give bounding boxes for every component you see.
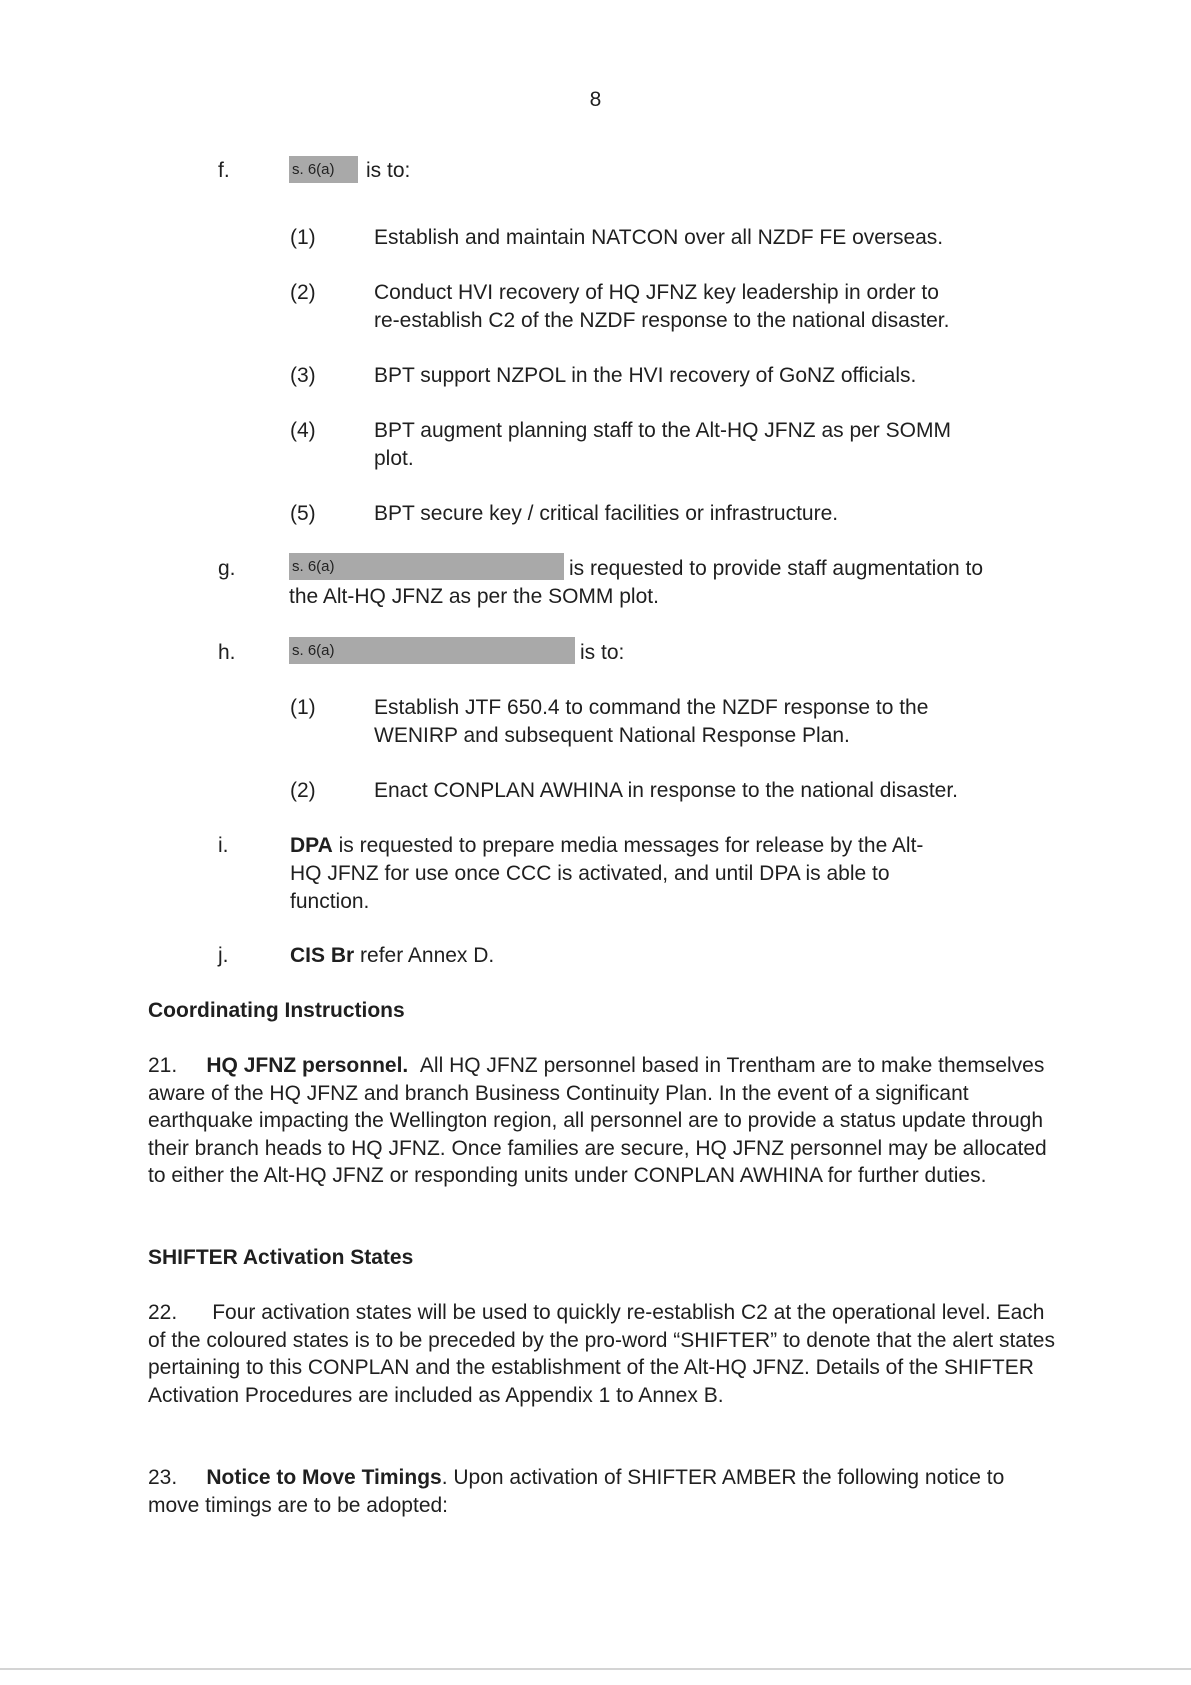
- item-h-sub1-num: (1): [290, 696, 316, 719]
- item-i-line2: HQ JFNZ for use once CCC is activated, and until DPA is able to: [290, 862, 890, 885]
- item-h-sub1-line2: WENIRP and subsequent National Response Plan.: [374, 724, 850, 747]
- item-j-bold: CIS Br: [290, 944, 355, 967]
- item-f-sub1-num: (1): [290, 226, 316, 249]
- item-g-label: g.: [218, 557, 236, 580]
- section-heading-coordinating: Coordinating Instructions: [148, 999, 405, 1022]
- paragraph-22-num: 22.: [148, 1301, 178, 1324]
- item-j-label: j.: [218, 944, 229, 967]
- item-i-line3: function.: [290, 890, 370, 913]
- redaction-box-h: s. 6(a): [289, 637, 575, 664]
- paragraph-22: [148, 1299, 1058, 1409]
- item-f-sub2-num: (2): [290, 281, 316, 304]
- item-g-line1: is requested to provide staff augmentation to: [569, 557, 984, 580]
- item-f-sub3-num: (3): [290, 364, 316, 387]
- item-j-text: [290, 942, 494, 969]
- item-f-text: is to:: [366, 159, 411, 182]
- redaction-box-g: s. 6(a): [289, 553, 564, 580]
- paragraph-23-title: Notice to Move Timings: [206, 1466, 442, 1489]
- item-h-text: is to:: [580, 641, 625, 664]
- paragraph-21-num: 21.: [148, 1054, 178, 1077]
- item-i-line1: [290, 832, 923, 859]
- page-edge-divider: [0, 1668, 1191, 1670]
- item-f-sub2-line1: Conduct HVI recovery of HQ JFNZ key leadership in order to: [374, 281, 939, 304]
- paragraph-21: [148, 1052, 1058, 1190]
- item-f-sub3-text: BPT support NZPOL in the HVI recovery of GoNZ officials.: [374, 364, 917, 387]
- paragraph-22-body: Four activation states will be used to quickly re-establish C2 at the operational level. Each of the coloured states is to be preceded by the pro-word “SHIFTER” to denote that the alert states pertaining to this CONPLAN and the establishment of the Alt-HQ JFNZ. Details of the SHIFTER Activation Procedures are included as Appendix 1 to Annex B.: [148, 1301, 1055, 1407]
- section-heading-shifter: SHIFTER Activation States: [148, 1246, 414, 1269]
- redaction-box-f: s. 6(a): [289, 156, 358, 183]
- item-h-sub1-line1: Establish JTF 650.4 to command the NZDF response to the: [374, 696, 929, 719]
- item-f-sub5-num: (5): [290, 502, 316, 525]
- paragraph-23: [148, 1464, 1058, 1519]
- item-i-line1-text: is requested to prepare media messages for release by the Alt-: [332, 834, 924, 857]
- item-i-label: i.: [218, 834, 229, 857]
- paragraph-21-body: All HQ JFNZ personnel based in Trentham are to make themselves aware of the HQ JFNZ and branch Business Continuity Plan. In the event of a significant earthquake impacting the Wellington region, all personnel are to provide a status update through their branch heads to HQ JFNZ. Once families are secure, HQ JFNZ personnel may be allocated to either the Alt-HQ JFNZ or responding units under CONPLAN AWHINA for further duties.: [148, 1054, 1047, 1187]
- item-f-sub4-num: (4): [290, 419, 316, 442]
- item-h-sub2-num: (2): [290, 779, 316, 802]
- item-f-sub4-line2: plot.: [374, 447, 414, 470]
- item-f-sub5-text: BPT secure key / critical facilities or infrastructure.: [374, 502, 839, 525]
- item-h-label: h.: [218, 641, 236, 664]
- item-g-line2: the Alt-HQ JFNZ as per the SOMM plot.: [289, 585, 659, 608]
- page-number: 8: [589, 88, 602, 111]
- item-h-sub2-text: Enact CONPLAN AWHINA in response to the national disaster.: [374, 779, 959, 802]
- item-f-sub4-line1: BPT augment planning staff to the Alt-HQ JFNZ as per SOMM: [374, 419, 951, 442]
- paragraph-23-body: . Upon activation of SHIFTER AMBER the following notice to move timings are to be adopted:: [148, 1466, 1005, 1517]
- item-j-rest: refer Annex D.: [354, 944, 495, 967]
- item-f-label: f.: [218, 159, 230, 182]
- item-i-bold: DPA: [290, 834, 333, 857]
- paragraph-21-title: HQ JFNZ personnel.: [206, 1054, 409, 1077]
- item-f-sub2-line2: re-establish C2 of the NZDF response to the national disaster.: [374, 309, 950, 332]
- paragraph-23-num: 23.: [148, 1466, 178, 1489]
- item-f-sub1-text: Establish and maintain NATCON over all NZDF FE overseas.: [374, 226, 944, 249]
